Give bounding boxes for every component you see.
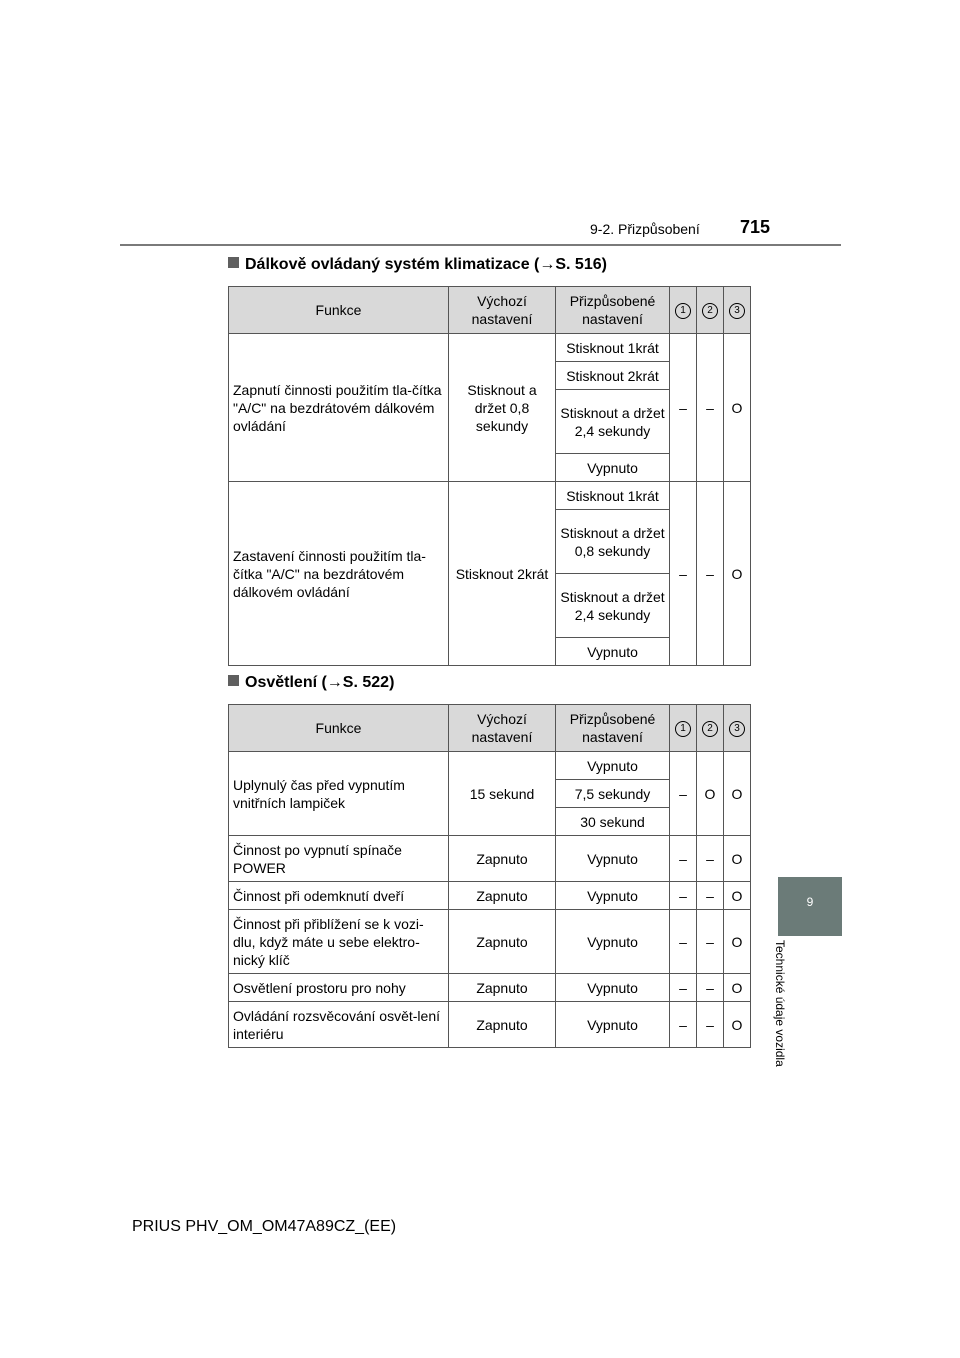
option-cell: Stisknout a držet 0,8 sekundy [556, 510, 670, 574]
header-col-1 [670, 287, 697, 334]
table-row [229, 974, 751, 1002]
function-cell: Zastavení činnosti použitím tla-čítka "A/C" na bezdrátovém dálkovém ovládání [229, 482, 449, 666]
function-cell: Činnost při přiblížení se k vozi-dlu, když máte u sebe elektro-nický klíč [229, 910, 449, 974]
option-cell: Stisknout 1krát [556, 482, 670, 510]
circled-number-icon: 2 [702, 721, 718, 737]
table-row [229, 910, 751, 974]
circled-number-icon: 3 [729, 303, 745, 319]
default-cell: 15 sekund [449, 752, 556, 836]
col3-cell: O [724, 334, 751, 482]
col1-cell: – [670, 1002, 697, 1048]
table-header-row [229, 287, 751, 334]
function-cell: Osvětlení prostoru pro nohy [229, 974, 449, 1002]
square-bullet-icon [228, 257, 239, 268]
col2-cell: – [697, 334, 724, 482]
lighting-settings-table [228, 704, 751, 1048]
option-cell: 30 sekund [556, 808, 670, 836]
climate-settings-table [228, 286, 751, 666]
col1-cell: – [670, 974, 697, 1002]
header-col-2 [697, 287, 724, 334]
header-default: Výchozí nastavení [449, 705, 556, 752]
custom-cell: Vypnuto [556, 882, 670, 910]
table-header-row [229, 705, 751, 752]
table-row [229, 882, 751, 910]
col2-cell: O [697, 752, 724, 836]
header-default: Výchozí nastavení [449, 287, 556, 334]
custom-cell: Vypnuto [556, 1002, 670, 1048]
col3-cell: O [724, 482, 751, 666]
header-function: Funkce [229, 705, 449, 752]
circled-number-icon: 3 [729, 721, 745, 737]
page-number: 715 [740, 217, 771, 237]
section-title: 9-2. Přizpůsobení [590, 221, 700, 237]
option-cell: 7,5 sekundy [556, 780, 670, 808]
col3-cell: O [724, 882, 751, 910]
default-cell: Zapnuto [449, 1002, 556, 1048]
function-cell: Uplynulý čas před vypnutím vnitřních lampiček [229, 752, 449, 836]
col3-cell: O [724, 974, 751, 1002]
table-row [229, 836, 751, 882]
col3-cell: O [724, 910, 751, 974]
header-divider [120, 244, 841, 246]
option-cell: Stisknout a držet 2,4 sekundy [556, 390, 670, 454]
col1-cell: – [670, 910, 697, 974]
header-col-3 [724, 287, 751, 334]
default-cell: Stisknout a držet 0,8 sekundy [449, 334, 556, 482]
circled-number-icon: 1 [675, 303, 691, 319]
col1-cell: – [670, 882, 697, 910]
option-cell: Stisknout a držet 2,4 sekundy [556, 574, 670, 638]
circled-number-icon: 1 [675, 721, 691, 737]
header-col-3 [724, 705, 751, 752]
default-cell: Zapnuto [449, 910, 556, 974]
option-cell: Vypnuto [556, 454, 670, 482]
custom-cell: Vypnuto [556, 836, 670, 882]
header-col-2 [697, 705, 724, 752]
col2-cell: – [697, 910, 724, 974]
col1-cell: – [670, 836, 697, 882]
option-cell: Vypnuto [556, 752, 670, 780]
square-bullet-icon [228, 675, 239, 686]
col3-cell: O [724, 752, 751, 836]
option-cell: Stisknout 1krát [556, 334, 670, 362]
col1-cell: – [670, 334, 697, 482]
chapter-label: Technické údaje vozidla [773, 940, 787, 1067]
col3-cell: O [724, 1002, 751, 1048]
col2-cell: – [697, 974, 724, 1002]
default-cell: Zapnuto [449, 882, 556, 910]
default-cell: Zapnuto [449, 836, 556, 882]
function-cell: Ovládání rozsvěcování osvět-lení interiéru [229, 1002, 449, 1048]
function-cell: Činnost při odemknutí dveří [229, 882, 449, 910]
col2-cell: – [697, 1002, 724, 1048]
table-row [229, 752, 751, 780]
custom-cell: Vypnuto [556, 974, 670, 1002]
document-id: PRIUS PHV_OM_OM47A89CZ_(EE) [132, 1218, 397, 1235]
default-cell: Zapnuto [449, 974, 556, 1002]
chapter-number: 9 [806, 895, 814, 909]
table-row [229, 1002, 751, 1048]
section-heading-lighting: Osvětlení (→S. 522) [228, 674, 394, 692]
option-cell: Stisknout 2krát [556, 362, 670, 390]
function-cell: Činnost po vypnutí spínače POWER [229, 836, 449, 882]
col3-cell: O [724, 836, 751, 882]
header-function: Funkce [229, 287, 449, 334]
chapter-tab[interactable] [778, 877, 842, 936]
circled-number-icon: 2 [702, 303, 718, 319]
col2-cell: – [697, 836, 724, 882]
header-custom: Přizpůsobené nastavení [556, 705, 670, 752]
col2-cell: – [697, 882, 724, 910]
default-cell: Stisknout 2krát [449, 482, 556, 666]
table-row [229, 334, 751, 362]
table-row [229, 482, 751, 510]
section-heading-climate: Dálkově ovládaný systém klimatizace (→S. 516) [228, 256, 607, 274]
header-col-1 [670, 705, 697, 752]
col1-cell: – [670, 752, 697, 836]
function-cell: Zapnutí činnosti použitím tla-čítka "A/C" na bezdrátovém dálkovém ovládání [229, 334, 449, 482]
option-cell: Vypnuto [556, 638, 670, 666]
header-custom: Přizpůsobené nastavení [556, 287, 670, 334]
custom-cell: Vypnuto [556, 910, 670, 974]
col2-cell: – [697, 482, 724, 666]
col1-cell: – [670, 482, 697, 666]
